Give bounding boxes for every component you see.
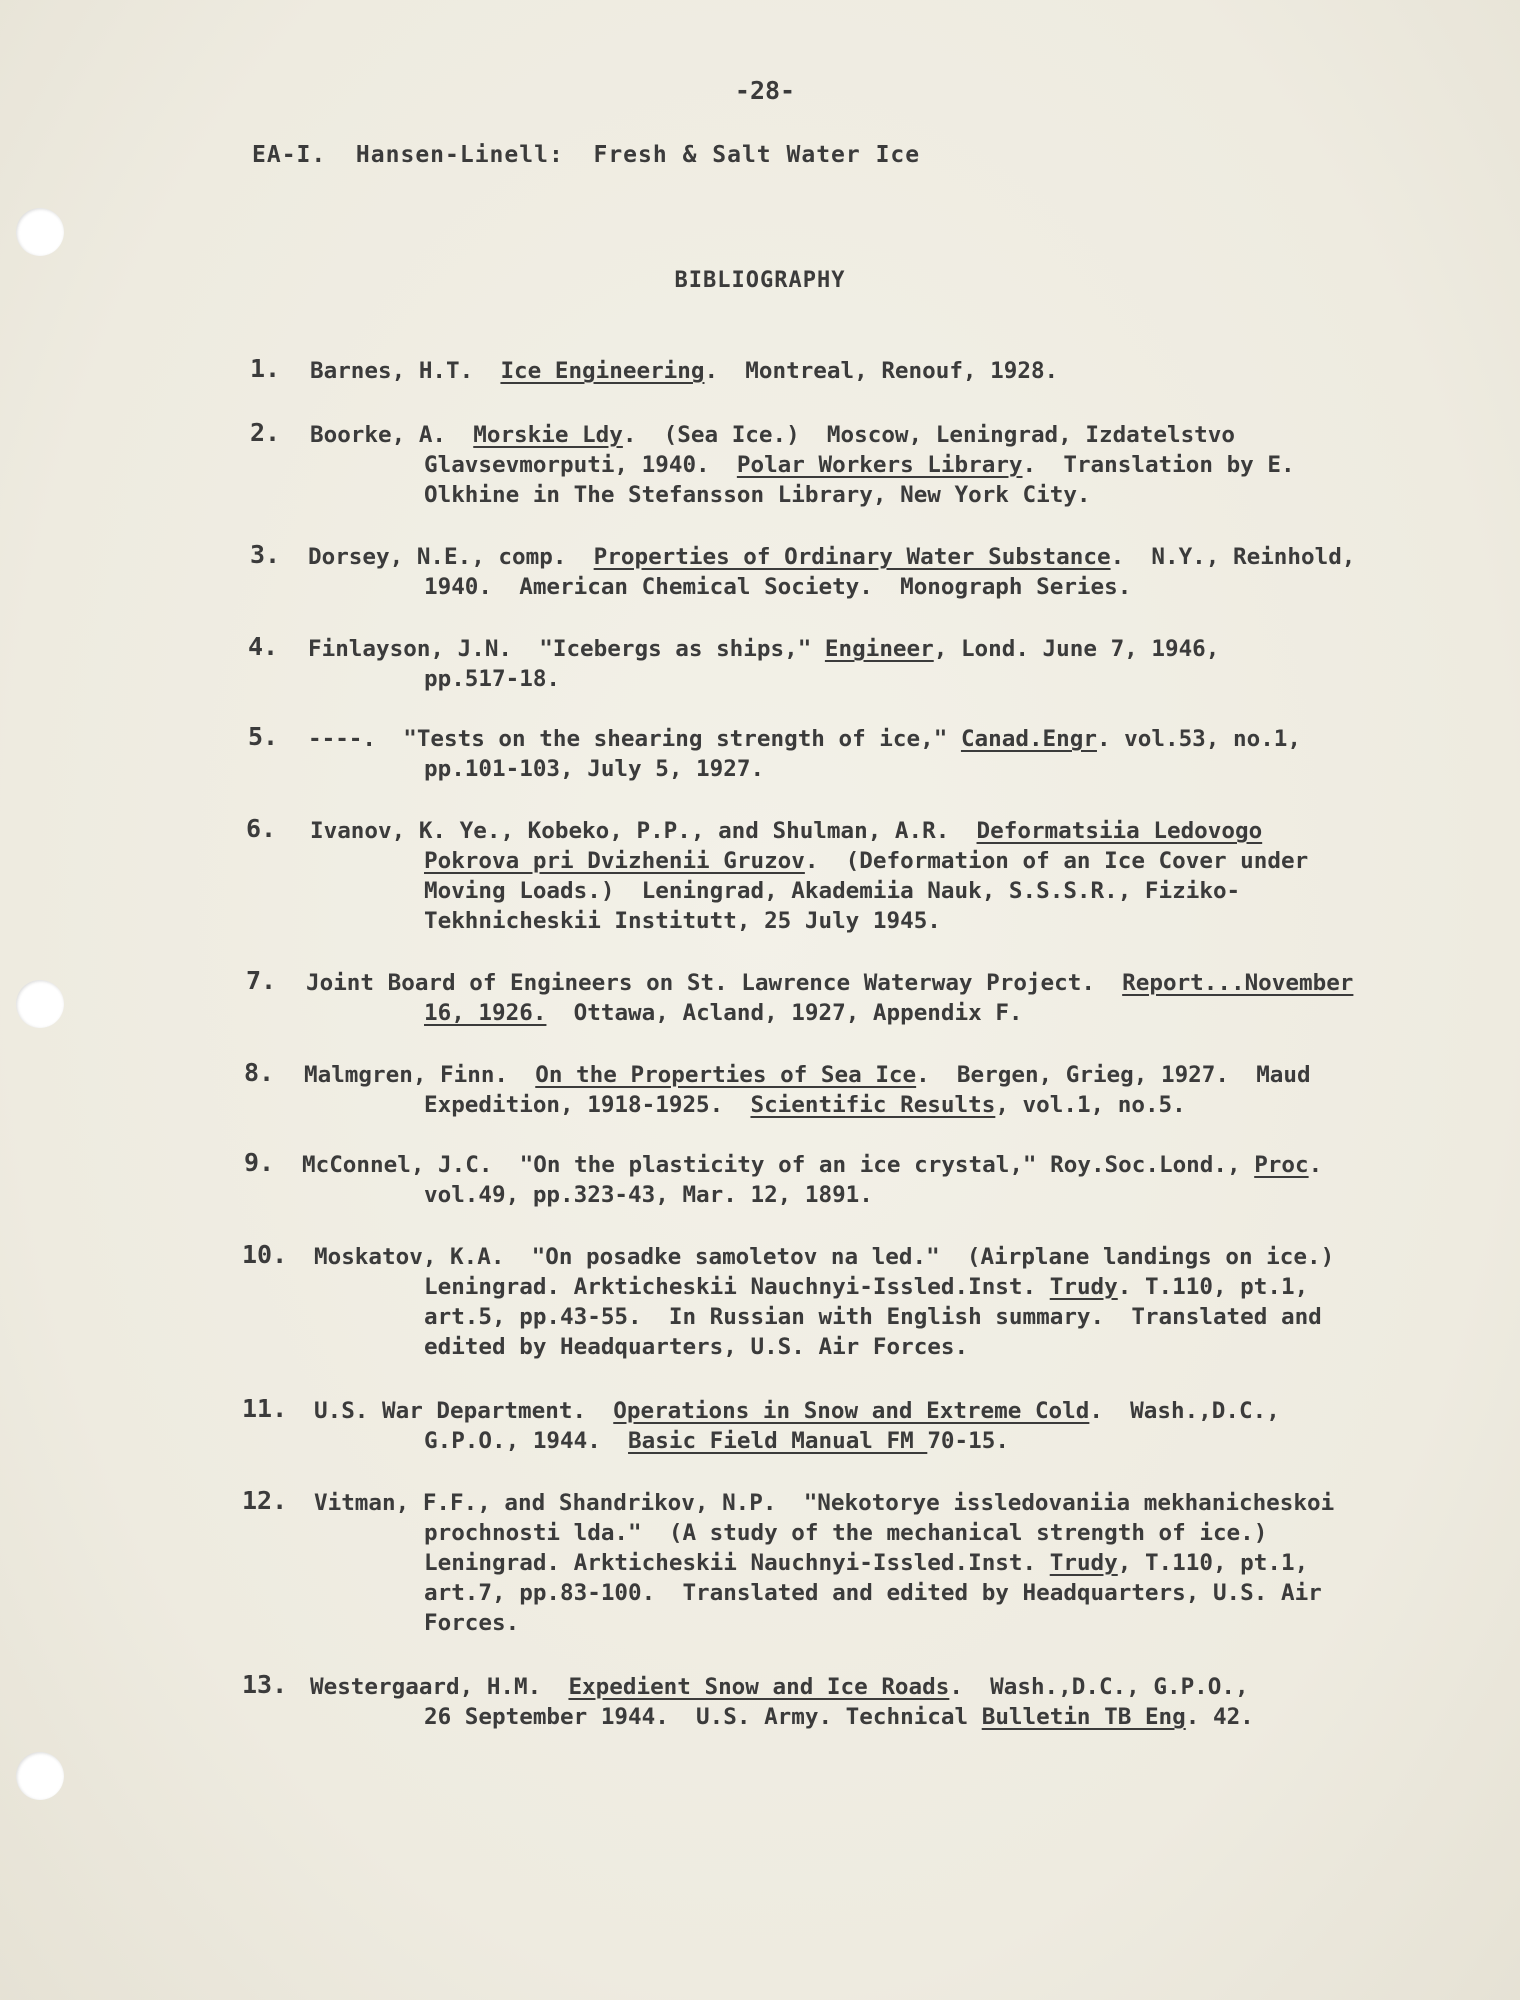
entry-text: . Bergen, Grieg, 1927. Maud (916, 1062, 1311, 1088)
entry-number: 5. (248, 722, 279, 751)
entry-line (424, 1578, 1322, 1608)
entry-line (424, 1702, 1254, 1732)
entry-number: 8. (244, 1058, 275, 1087)
underlined-title: Polar Workers Library (736, 452, 1023, 478)
underlined-title: Morskie Ldy (473, 422, 623, 448)
entry-text: . (Sea Ice.) Moscow, Leningrad, Izdatelstvo (622, 422, 1235, 448)
entry-number: 7. (246, 966, 277, 995)
entry-number: 1. (250, 354, 281, 383)
entry-text: G.P.O., 1944. (424, 1428, 629, 1454)
entry-number: 6. (246, 814, 277, 843)
entry-text: Joint Board of Engineers on St. Lawrence Waterway Project. (306, 970, 1123, 996)
entry-text: Finlayson, J.N. "Icebergs as ships," (308, 636, 825, 662)
page-title: BIBLIOGRAPHY (674, 268, 846, 293)
entry-line (310, 816, 1262, 846)
entry-line (424, 1548, 1308, 1578)
entry-line (308, 542, 1355, 572)
entry-text: Vitman, F.F., and Shandrikov, N.P. "Nekotorye issledovaniia mekhanicheskoi (314, 1490, 1335, 1516)
entry-line (424, 1332, 968, 1362)
entry-text: , T.110, pt.1, (1117, 1550, 1309, 1576)
underlined-title: Operations in Snow and Extreme Cold (613, 1398, 1090, 1424)
entry-text: . vol.53, no.1, (1096, 726, 1302, 752)
entry-text: , vol.1, no.5. (995, 1092, 1186, 1118)
entry-text: edited by Headquarters, U.S. Air Forces. (424, 1334, 969, 1360)
entry-line (424, 1426, 1009, 1456)
entry-line (314, 1396, 1280, 1426)
entry-line (424, 450, 1295, 480)
underlined-title: Engineer (824, 636, 934, 662)
entry-text: Westergaard, H.M. (310, 1674, 569, 1700)
entry-text: . N.Y., Reinhold, (1110, 544, 1356, 570)
punch-hole-bottom (16, 1752, 64, 1800)
entry-text: . (Deformation of an Ice Cover under (804, 848, 1309, 874)
entry-line (424, 998, 1023, 1028)
entry-line (302, 1150, 1322, 1180)
entry-text: . (1308, 1152, 1323, 1178)
entry-number: 4. (248, 632, 279, 661)
entry-text: . 42. (1185, 1704, 1254, 1730)
underlined-title: Pokrova pri Dvizhenii Gruzov (424, 848, 805, 874)
entry-line (424, 754, 764, 784)
entry-line (424, 664, 560, 694)
entry-line (424, 1608, 519, 1638)
entry-number: 10. (242, 1240, 288, 1269)
entry-line (424, 1302, 1322, 1332)
entry-line (314, 1488, 1334, 1518)
entry-line (310, 356, 1058, 386)
entry-text: 1940. American Chemical Society. Monograph Series. (424, 574, 1132, 600)
entry-number: 3. (250, 540, 281, 569)
entry-line (424, 1180, 873, 1210)
entry-text: Tekhnicheskii Institutt, 25 July 1945. (424, 908, 941, 934)
entry-text: . Wash.,D.C., G.P.O., (949, 1674, 1249, 1700)
entry-text: . Wash.,D.C., (1089, 1398, 1280, 1424)
entry-text: Moving Loads.) Leningrad, Akademiia Nauk, S.S.S.R., Fiziko- (424, 878, 1241, 904)
entry-text: art.7, pp.83-100. Translated and edited by Headquarters, U.S. Air (424, 1580, 1322, 1606)
entry-line (424, 846, 1308, 876)
underlined-title: Basic Field Manual FM (628, 1428, 928, 1454)
entry-line (424, 1272, 1308, 1302)
entry-text: Barnes, H.T. (310, 358, 501, 384)
entry-line (310, 420, 1235, 450)
entry-line (424, 906, 941, 936)
page-number: -28- (734, 76, 796, 105)
entry-text: vol.49, pp.323-43, Mar. 12, 1891. (424, 1182, 873, 1208)
punch-hole-top (16, 208, 64, 256)
underlined-title: Report...November (1122, 970, 1354, 996)
entry-text: Malmgren, Finn. (304, 1062, 536, 1088)
underlined-title: Ice Engineering (500, 358, 705, 384)
underlined-title: On the Properties of Sea Ice (535, 1062, 917, 1088)
entry-text: Ivanov, K. Ye., Kobeko, P.P., and Shulman, A.R. (310, 818, 977, 844)
running-head: EA-I. Hansen-Linell: Fresh & Salt Water Ice (252, 142, 921, 168)
entry-text: ----. "Tests on the shearing strength of ice," (308, 726, 961, 752)
entry-text: Dorsey, N.E., comp. (308, 544, 594, 570)
entry-text: prochnosti lda." (A study of the mechanical strength of ice.) (424, 1520, 1268, 1546)
entry-text: . Montreal, Renouf, 1928. (704, 358, 1059, 384)
underlined-title: Bulletin TB Eng (981, 1704, 1186, 1730)
entry-line (424, 1090, 1186, 1120)
entry-line (306, 968, 1353, 998)
entry-line (424, 480, 1091, 510)
entry-text: U.S. War Department. (314, 1398, 614, 1424)
underlined-title: Properties of Ordinary Water Substance (593, 544, 1111, 570)
entry-number: 11. (242, 1394, 288, 1423)
entry-number: 9. (244, 1148, 275, 1177)
entry-line (308, 634, 1219, 664)
entry-text: Expedition, 1918-1925. (424, 1092, 751, 1118)
entry-line (314, 1242, 1334, 1272)
underlined-title: Deformatsiia Ledovogo (976, 818, 1263, 844)
entry-line (424, 1518, 1267, 1548)
entry-text: art.5, pp.43-55. In Russian with English summary. Translated and (424, 1304, 1322, 1330)
entry-text: 70-15. (927, 1428, 1009, 1454)
punch-hole-middle (16, 980, 64, 1028)
entry-line (304, 1060, 1311, 1090)
underlined-title: Expedient Snow and Ice Roads (568, 1674, 950, 1700)
underlined-title: Scientific Results (750, 1092, 996, 1118)
underlined-title: Canad.Engr (960, 726, 1097, 752)
entry-text: Leningrad. Arkticheskii Nauchnyi-Issled.Inst. (424, 1274, 1050, 1300)
entry-line (308, 724, 1301, 754)
entry-text: Moskatov, K.A. "On posadke samoletov na led." (Airplane landings on ice.) (314, 1244, 1335, 1270)
entry-line (424, 876, 1240, 906)
entry-text: Ottawa, Acland, 1927, Appendix F. (546, 1000, 1023, 1026)
entry-text: , Lond. June 7, 1946, (933, 636, 1220, 662)
entry-text: Glavsevmorputi, 1940. (424, 452, 737, 478)
entry-text: pp.517-18. (424, 666, 561, 692)
entry-number: 12. (242, 1486, 288, 1515)
entry-text: McConnel, J.C. "On the plasticity of an ice crystal," Roy.Soc.Lond., (302, 1152, 1255, 1178)
entry-text: . T.110, pt.1, (1117, 1274, 1309, 1300)
entry-text: 26 September 1944. U.S. Army. Technical (424, 1704, 982, 1730)
entry-number: 2. (250, 418, 281, 447)
underlined-title: Trudy (1049, 1274, 1118, 1300)
entry-text: Forces. (424, 1610, 520, 1636)
entry-line (424, 572, 1131, 602)
underlined-title: 16, 1926. (424, 1000, 547, 1026)
entry-number: 13. (242, 1670, 288, 1699)
underlined-title: Trudy (1049, 1550, 1118, 1576)
entry-text: Olkhine in The Stefansson Library, New York City. (424, 482, 1091, 508)
entry-text: pp.101-103, July 5, 1927. (424, 756, 765, 782)
entry-text: . Translation by E. (1022, 452, 1295, 478)
underlined-title: Proc (1254, 1152, 1309, 1178)
entry-line (310, 1672, 1249, 1702)
entry-text: Leningrad. Arkticheskii Nauchnyi-Issled.Inst. (424, 1550, 1050, 1576)
entry-text: Boorke, A. (310, 422, 474, 448)
